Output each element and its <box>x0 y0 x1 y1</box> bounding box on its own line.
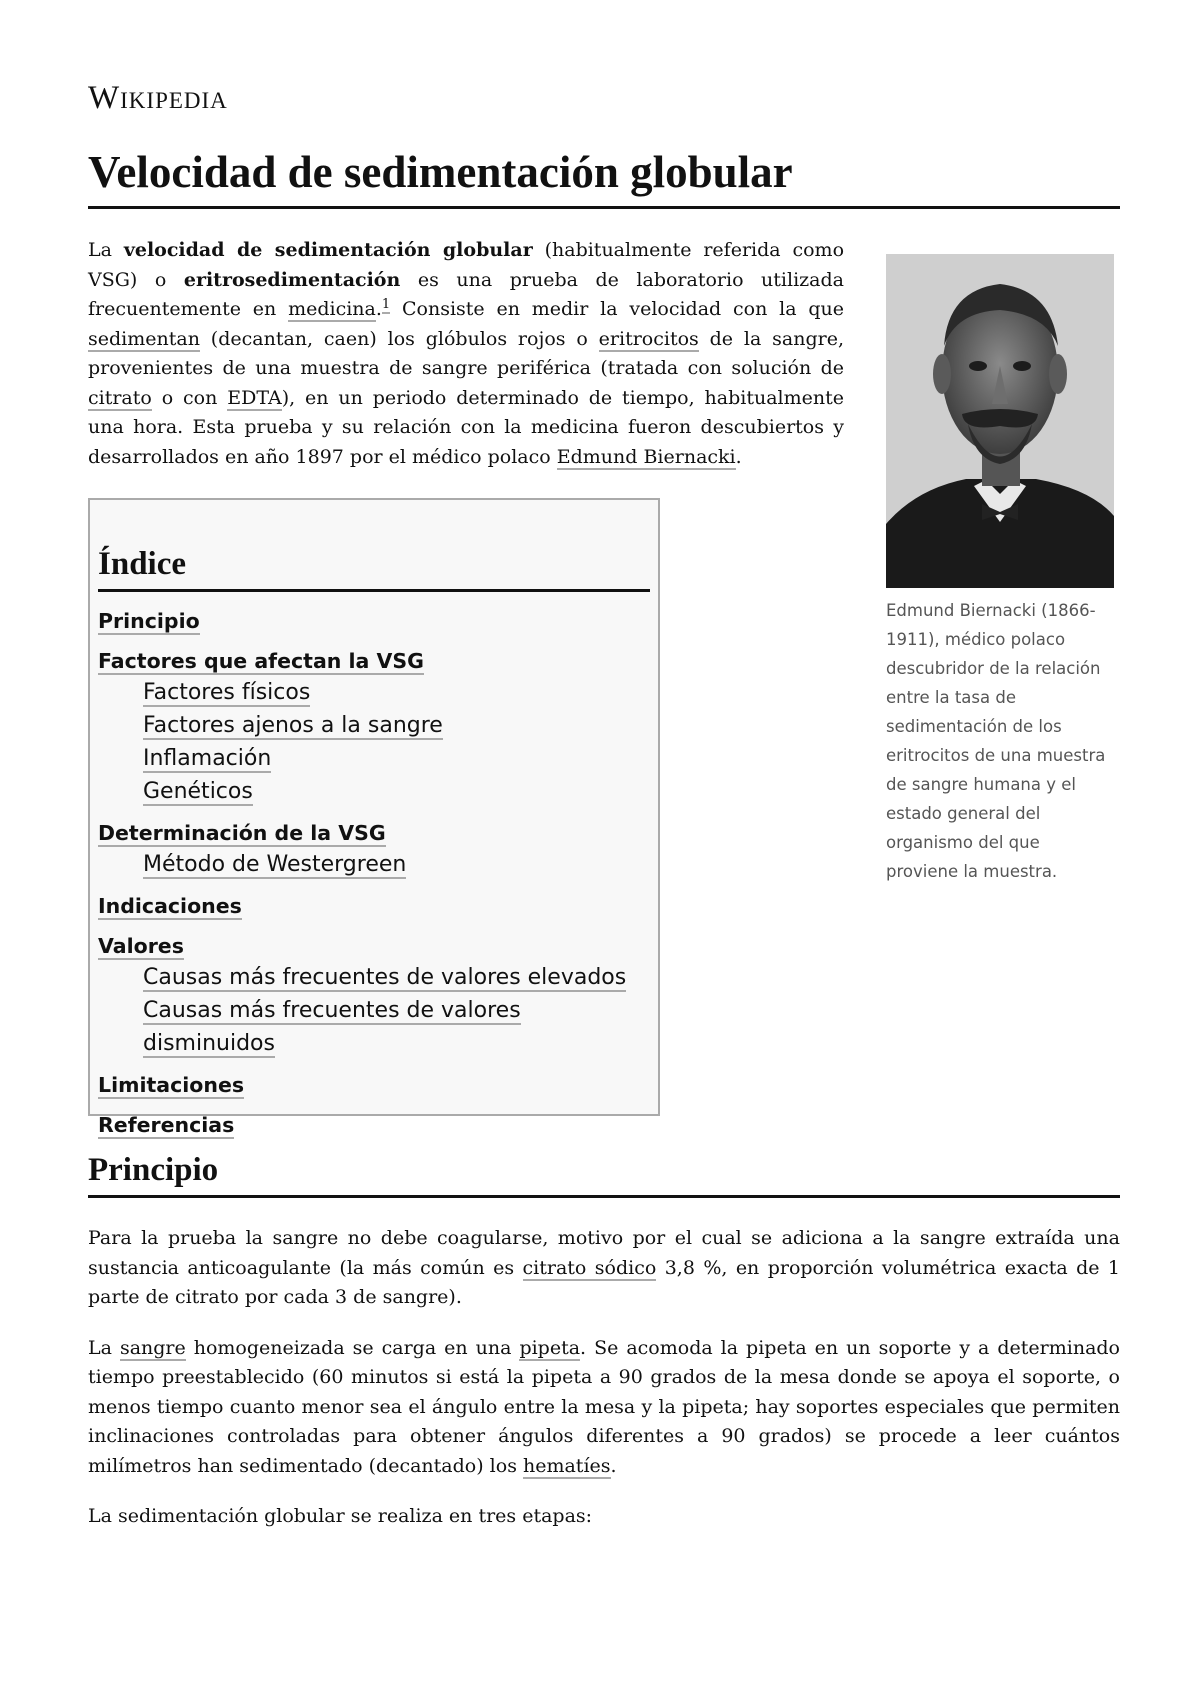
toc-subitem-geneticos[interactable] <box>98 775 650 808</box>
toc-subitem-westergreen[interactable] <box>98 848 650 881</box>
text: homogeneizada se carga en una <box>185 1336 520 1359</box>
section-body <box>88 1224 1120 1553</box>
text: 3,8 %, en proporción volumétrica exacta de 1 parte de citrato por cada 3 de sangre). <box>88 1256 1120 1308</box>
text: ), en un periodo determinado de tiempo, habitualmente una hora. Esta prueba y su relación con la medicina fueron descubiertos y desarrollados en año 1897 por el médico polaco <box>88 386 844 468</box>
toc-subitem-label[interactable]: Factores ajenos a la sangre <box>143 713 443 738</box>
toc-subitem-label[interactable]: Método de Westergreen <box>143 852 407 877</box>
text: (decantan, caen) los glóbulos rojos o <box>199 327 599 350</box>
portrait-photo[interactable] <box>886 254 1114 588</box>
bold-term: eritrosedimentación <box>183 268 401 291</box>
link-edmund-biernacki[interactable]: Edmund Biernacki <box>556 445 736 468</box>
intro-paragraph <box>88 236 844 472</box>
link-medicina[interactable]: medicina <box>288 298 376 320</box>
text: o con <box>151 386 228 409</box>
table-of-contents <box>88 498 660 1137</box>
paragraph-1 <box>88 1224 1120 1313</box>
toc-item-label[interactable]: Principio <box>98 609 200 633</box>
text: Para la prueba la sangre no debe coagularse, motivo por el cual se adiciona a la sangre extraída una sustancia anticoagulante (la más común es <box>88 1227 1120 1279</box>
toc-title: Índice <box>98 546 650 592</box>
text: La <box>88 239 124 261</box>
toc-item-label[interactable]: Determinación de la VSG <box>98 821 386 845</box>
toc-subitem-valores-elevados[interactable] <box>98 961 650 994</box>
toc-subitem-label[interactable]: Inflamación <box>143 746 272 771</box>
portrait-illustration <box>886 254 1114 588</box>
toc-item-referencias[interactable] <box>98 1110 650 1140</box>
toc-item-label[interactable]: Referencias <box>98 1113 235 1137</box>
wikipedia-logo[interactable]: Wikipedia <box>88 80 228 116</box>
paragraph-2 <box>88 1334 1120 1482</box>
toc-subitem-label[interactable]: Genéticos <box>143 779 253 804</box>
link-edta[interactable]: EDTA <box>227 386 282 409</box>
toc-item-label[interactable]: Factores que afectan la VSG <box>98 649 424 673</box>
link-sangre[interactable]: sangre <box>119 1336 186 1359</box>
toc-list <box>98 606 650 1140</box>
text: de la sangre, provenientes de una muestra de sangre periférica (tratada con solución de <box>88 327 844 379</box>
toc-item-determinacion[interactable] <box>98 818 650 848</box>
toc-item-valores[interactable] <box>98 931 650 961</box>
toc-subitem-label[interactable]: Factores físicos <box>143 680 311 705</box>
link-citrato[interactable]: citrato <box>88 386 152 409</box>
link-hematies[interactable]: hematíes <box>522 1454 611 1477</box>
text: (habitualmente referida como VSG) o <box>88 239 845 291</box>
link-eritrocitos[interactable]: eritrocitos <box>598 327 699 350</box>
toc-item-principio[interactable] <box>98 606 650 636</box>
text: Consiste en medir la velocidad con la que <box>390 298 844 320</box>
toc-item-label[interactable]: Limitaciones <box>98 1073 245 1097</box>
portrait-caption: Edmund Biernacki (1866-1911), médico polaco descubridor de la relación entre la tasa de sedimentación de los eritrocitos de una muestra de sangre humana y el estado general del organismo del que proviene la muestra. <box>886 601 1106 881</box>
toc-subitem-factores-fisicos[interactable] <box>98 676 650 709</box>
toc-item-label[interactable]: Valores <box>98 934 184 958</box>
paragraph-3: La sedimentación globular se realiza en tres etapas: <box>88 1505 593 1527</box>
toc-item-limitaciones[interactable] <box>98 1070 650 1100</box>
text: . <box>735 445 742 468</box>
text: La <box>88 1336 120 1359</box>
page-title: Velocidad de sedimentación globular <box>88 148 1120 209</box>
toc-subitem-label[interactable]: Causas más frecuentes de valores disminuidos <box>143 998 521 1056</box>
toc-subitem-factores-ajenos[interactable] <box>98 709 650 742</box>
link-pipeta[interactable]: pipeta <box>519 1336 581 1359</box>
link-sedimentan[interactable]: sedimentan <box>88 327 200 350</box>
toc-subitem-inflamacion[interactable] <box>98 742 650 775</box>
text: . <box>610 1454 617 1477</box>
toc-subitem-valores-disminuidos[interactable] <box>98 994 650 1060</box>
bold-term: velocidad de sedimentación globular <box>123 239 533 261</box>
text: . <box>375 298 382 320</box>
portrait-figure <box>886 254 1116 886</box>
reference-1-link[interactable]: 1 <box>381 296 391 312</box>
toc-item-indicaciones[interactable] <box>98 891 650 921</box>
toc-subitem-label[interactable]: Causas más frecuentes de valores elevados <box>143 965 627 990</box>
text: es una prueba de laboratorio utilizada frecuentemente en <box>88 268 844 320</box>
toc-item-factores[interactable] <box>98 646 650 676</box>
text: . Se acomoda la pipeta en un soporte y a determinado tiempo preestablecido (60 minutos si está la pipeta a 90 grados de la mesa donde se apoya el soporte, o menos tiempo cuanto menor sea el ángulo entre la mesa y la pipeta; hay soportes especiales que permiten inclinaciones controladas para obtener ángulos diferentes a 90 grados) se procede a leer cuántos milímetros han sedimentado (decantado) los <box>88 1336 1121 1477</box>
section-heading-principio: Principio <box>88 1152 1120 1198</box>
link-citrato-sodico[interactable]: citrato sódico <box>522 1256 657 1279</box>
toc-item-label[interactable]: Indicaciones <box>98 894 242 918</box>
